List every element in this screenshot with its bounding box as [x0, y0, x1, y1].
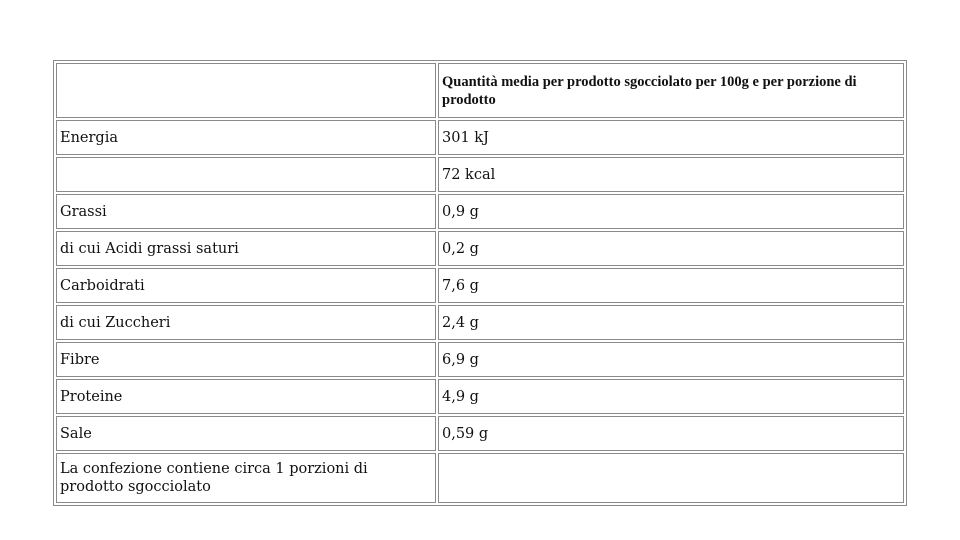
nutrient-value: 301 kJ — [438, 120, 904, 155]
table-row-saturated-fat — [56, 231, 904, 266]
header-value-cell: Quantità media per prodotto sgocciolato per 100g e per porzione di prodotto — [438, 63, 904, 118]
nutrient-label: Proteine — [56, 379, 436, 414]
table-footer-row — [56, 453, 904, 503]
table-row-protein — [56, 379, 904, 414]
nutrient-label: di cui Zuccheri — [56, 305, 436, 340]
table-row-energy-kj — [56, 120, 904, 155]
table-row-energy-kcal — [56, 157, 904, 192]
nutrient-label: di cui Acidi grassi saturi — [56, 231, 436, 266]
nutrient-value: 6,9 g — [438, 342, 904, 377]
nutrient-value: 4,9 g — [438, 379, 904, 414]
nutrient-label: Energia — [56, 120, 436, 155]
nutrient-value: 0,9 g — [438, 194, 904, 229]
nutrient-value: 72 kcal — [438, 157, 904, 192]
table-row-carbohydrates — [56, 268, 904, 303]
table-header-row — [56, 63, 904, 118]
table-row-fat — [56, 194, 904, 229]
nutrient-value: 0,59 g — [438, 416, 904, 451]
table-row-sugars — [56, 305, 904, 340]
portion-note-value — [438, 453, 904, 503]
nutrient-label: Carboidrati — [56, 268, 436, 303]
nutrient-label — [56, 157, 436, 192]
nutrition-table — [53, 60, 907, 506]
portion-note: La confezione contiene circa 1 porzioni di prodotto sgocciolato — [56, 453, 436, 503]
header-label-cell — [56, 63, 436, 118]
nutrient-label: Sale — [56, 416, 436, 451]
nutrient-value: 0,2 g — [438, 231, 904, 266]
nutrient-label: Grassi — [56, 194, 436, 229]
nutrient-value: 7,6 g — [438, 268, 904, 303]
table-row-salt — [56, 416, 904, 451]
nutrient-value: 2,4 g — [438, 305, 904, 340]
table-row-fibre — [56, 342, 904, 377]
nutrient-label: Fibre — [56, 342, 436, 377]
